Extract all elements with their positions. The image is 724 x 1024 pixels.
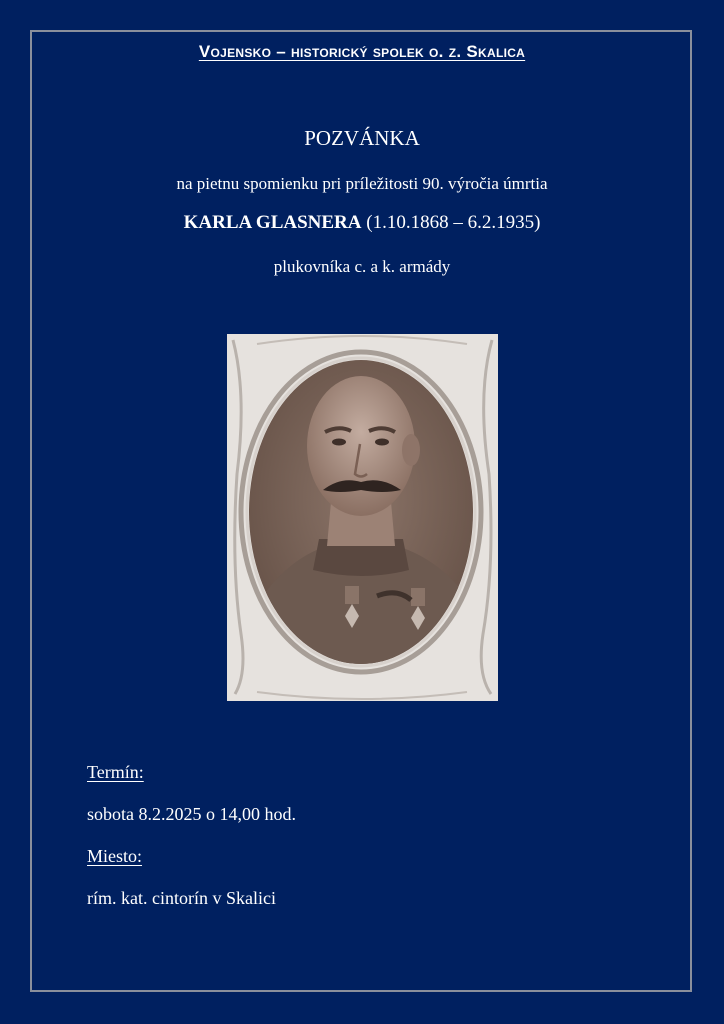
organization-header: Vojensko – historický spolek o. z. Skalica [198, 42, 526, 61]
place-value: rím. kat. cintorín v Skalici [87, 888, 276, 908]
honoree-name: KARLA GLASNERA [183, 212, 362, 233]
invitation-title: POZVÁNKA [304, 126, 420, 150]
portrait-image [227, 334, 498, 701]
term-label: Termín: [87, 762, 144, 782]
portrait-photo [227, 334, 498, 701]
honoree-line [0, 212, 724, 234]
term-value: sobota 8.2.2025 o 14,00 hod. [87, 804, 296, 824]
honoree-dates: (1.10.1868 – 6.2.1935) [366, 212, 541, 233]
invitation-subtitle: na pietnu spomienku pri príležitosti 90. výročia úmrtia [176, 174, 548, 193]
place-label: Miesto: [87, 846, 143, 866]
honoree-rank: plukovníka c. a k. armády [273, 257, 451, 276]
